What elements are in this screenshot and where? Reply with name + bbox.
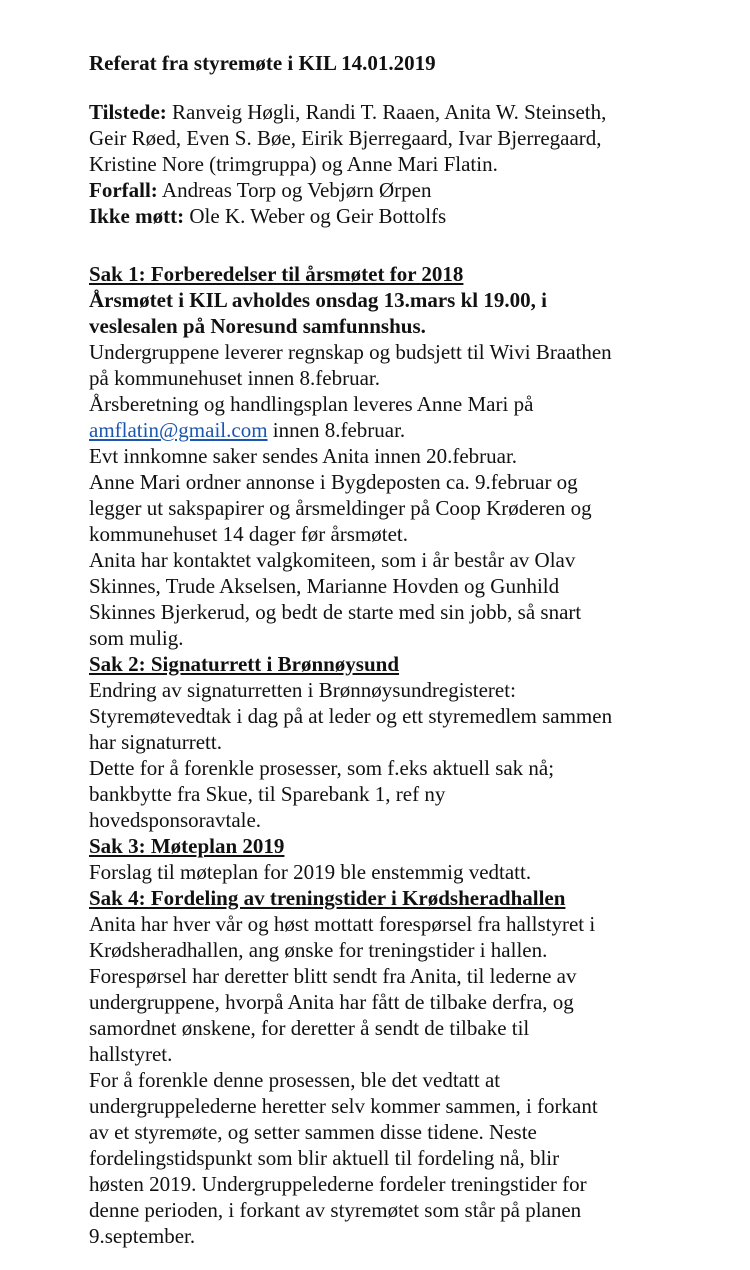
sak2-line: Dette for å forenkle prosesser, som f.eks aktuell sak nå;	[89, 756, 555, 780]
present-line-3: Kristine Nore (trimgruppa) og Anne Mari Flatin.	[89, 152, 498, 176]
sak1-line: Undergruppene leverer regnskap og budsjett til Wivi Braathen	[89, 340, 612, 364]
sak4-line: hallstyret.	[89, 1042, 173, 1066]
sak1-line: Skinnes Bjerkerud, og bedt de starte med sin jobb, så snart	[89, 600, 582, 624]
present-line-2: Geir Røed, Even S. Bøe, Eirik Bjerregaard, Ivar Bjerregaard,	[89, 126, 602, 150]
sak4-line: høsten 2019. Undergruppelederne fordeler treningstider for	[89, 1172, 587, 1196]
sak4-heading: Sak 4: Fordeling av treningstider i Krødsheradhallen	[89, 886, 566, 910]
present-text-1: Ranveig Høgli, Randi T. Raaen, Anita W. Steinseth,	[166, 100, 607, 124]
noshow-label: Ikke møtt:	[89, 204, 185, 228]
sak4-line: samordnet ønskene, for deretter å sendt de tilbake til	[89, 1016, 530, 1040]
sak2-line: bankbytte fra Skue, til Sparebank 1, ref ny	[89, 782, 446, 806]
sak1-decision-line: veslesalen på Noresund samfunnshus.	[89, 314, 426, 338]
sak1-decision-line: Årsmøtet i KIL avholdes onsdag 13.mars kl 19.00, i	[89, 288, 547, 312]
sak1-line: Anne Mari ordner annonse i Bygdeposten ca. 9.februar og	[89, 470, 578, 494]
absent-line	[89, 177, 729, 203]
absent-label: Forfall:	[89, 178, 158, 202]
sak1-line: som mulig.	[89, 626, 184, 650]
sak4-line: Krødsheradhallen, ang ønske for treningstider i hallen.	[89, 938, 548, 962]
sak1-heading: Sak 1: Forberedelser til årsmøtet for 2018	[89, 262, 464, 286]
document-title: Referat fra styremøte i KIL 14.01.2019	[89, 51, 436, 75]
sak4-line: undergruppene, hvorpå Anita har fått de tilbake derfra, og	[89, 990, 574, 1014]
sak2-line: Styremøtevedtak i dag på at leder og ett styremedlem sammen	[89, 704, 613, 728]
noshow-line	[89, 203, 729, 229]
sak4-line: For å forenkle denne prosessen, ble det vedtatt at	[89, 1068, 501, 1092]
sak4-line: undergruppelederne heretter selv kommer sammen, i forkant	[89, 1094, 598, 1118]
sak2-heading: Sak 2: Signaturrett i Brønnøysund	[89, 652, 400, 676]
sak1-email-line	[89, 417, 729, 443]
present-label: Tilstede:	[89, 100, 167, 124]
sak2-line: hovedsponsoravtale.	[89, 808, 262, 832]
sak1-line: Evt innkomne saker sendes Anita innen 20.februar.	[89, 444, 518, 468]
sak1-line: legger ut sakspapirer og årsmeldinger på Coop Krøderen og	[89, 496, 592, 520]
sak2-line: Endring av signaturretten i Brønnøysundregisteret:	[89, 678, 516, 702]
sak4-line: denne perioden, i forkant av styremøtet som står på planen	[89, 1198, 582, 1222]
sak1-line: kommunehuset 14 dager før årsmøtet.	[89, 522, 408, 546]
sak1-line: Anita har kontaktet valgkomiteen, som i år består av Olav	[89, 548, 576, 572]
sak1-line: Skinnes, Trude Akselsen, Marianne Hovden og Gunhild	[89, 574, 560, 598]
email-suffix: innen 8.februar.	[267, 418, 406, 442]
absent-text: Andreas Torp og Vebjørn Ørpen	[157, 178, 432, 202]
sak4-line: Forespørsel har deretter blitt sendt fra Anita, til lederne av	[89, 964, 577, 988]
sak3-line: Forslag til møteplan for 2019 ble enstemmig vedtatt.	[89, 860, 532, 884]
sak4-line: av et styremøte, og setter sammen disse tidene. Neste	[89, 1120, 537, 1144]
sak4-line: Anita har hver vår og høst mottatt forespørsel fra hallstyret i	[89, 912, 596, 936]
email-link[interactable]: amflatin@gmail.com	[89, 418, 268, 442]
attendance-block	[89, 99, 729, 229]
minutes-body	[89, 261, 729, 1249]
sak1-line: Årsberetning og handlingsplan leveres Anne Mari på	[89, 392, 534, 416]
sak3-heading: Sak 3: Møteplan 2019	[89, 834, 285, 858]
noshow-text: Ole K. Weber og Geir Bottolfs	[184, 204, 447, 228]
sak2-line: har signaturrett.	[89, 730, 222, 754]
sak4-line: fordelingstidspunkt som blir aktuell til fordeling nå, blir	[89, 1146, 560, 1170]
present-line-1	[89, 99, 729, 125]
sak4-line: 9.september.	[89, 1224, 196, 1248]
sak1-line: på kommunehuset innen 8.februar.	[89, 366, 381, 390]
